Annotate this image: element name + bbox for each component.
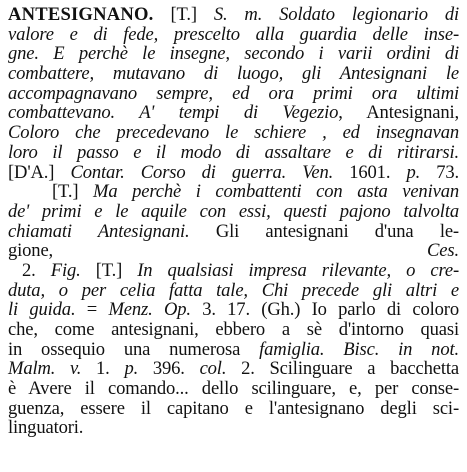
entry-text: S. m. Soldato legionario di [213, 4, 459, 25]
entry-text: In qualsiasi impresa rilevante, o cre- [137, 259, 459, 281]
entry-line [8, 281, 459, 301]
entry-line [8, 379, 459, 399]
entry-text: 2. [22, 259, 51, 281]
entry-text: che, come antesignani, ebbero a sè d'intorno quasi [8, 319, 459, 340]
entry-line [8, 359, 459, 379]
entry-line [8, 5, 459, 25]
entry-line [8, 418, 459, 438]
entry-text: 1601. [333, 161, 407, 183]
headword: ANTESIGNANO. [8, 4, 154, 25]
entry-text: [D'A.] [8, 161, 71, 183]
entry-text: 396. [138, 358, 200, 380]
entry-text: col. [199, 358, 227, 380]
entry-text: 2. Scilinguare a bacchetta [226, 358, 459, 380]
entry-text: [T.] [52, 181, 94, 203]
entry-text: Contar. Corso di guerra. Ven. [70, 161, 334, 183]
entry-text: in ossequio una numerosa [8, 338, 260, 360]
entry-text: è Avere il comando... dello scilinguare, e, per conse- [8, 378, 459, 400]
entry-line [8, 182, 459, 202]
entry-text: Ma perchè i combattenti con asta venivan [93, 181, 459, 203]
entry-text: Vegezio [282, 102, 339, 124]
entry-text: combattere, mutavano di luogo, gli Antesignani le [8, 63, 459, 85]
entry-text: de' primi e le aquile con essi, questi pajono talvolta [8, 200, 459, 222]
entry-line [8, 340, 459, 360]
entry-text: Fig. [50, 259, 81, 281]
entry-text: chiamati Antesignani. [8, 220, 190, 242]
entry-text: guenza, essere il capitano e l'antesignano degli sci- [8, 397, 459, 419]
entry-text: Ces. [427, 240, 459, 262]
entry-text: famiglia. Bisc. in not. [259, 338, 459, 360]
entry-text: 1. [81, 358, 125, 380]
entry-text: , Antesignani, [338, 102, 459, 124]
entry-line [8, 300, 459, 320]
entry-line [8, 222, 459, 242]
entry-text: li guida. [8, 299, 76, 321]
entry-text: 3. 17. (Gh.) Io parlo di coloro [190, 299, 459, 321]
entry-line [8, 320, 459, 340]
entry-text: p. [124, 358, 139, 380]
entry-line [8, 163, 459, 183]
entry-text: gne. E perchè le insegne, secondo i varii ordini di [8, 43, 459, 65]
entry-line [8, 84, 459, 104]
entry-line [8, 103, 459, 123]
entry-line [8, 25, 459, 45]
entry-text: [T.] [153, 4, 214, 25]
entry-line [8, 202, 459, 222]
entry-text: Coloro che precedevano le schiere , ed insegnavan [8, 122, 459, 144]
entry-text: Menz. Op. [108, 299, 191, 321]
entry-text: linguatori. [8, 417, 84, 439]
entry-line [8, 143, 459, 163]
entry-text: combattevano. A' tempi di [8, 102, 283, 124]
entry-line [8, 123, 459, 143]
entry-text: gione, [8, 240, 428, 262]
entry-text: Malm. v. [8, 358, 82, 380]
entry-text: = [75, 299, 109, 321]
entry-text: 73. [420, 161, 459, 183]
entry-text: valore e di fede, prescelto alla guardia delle inse- [8, 23, 459, 45]
entry-text: [T.] [80, 259, 138, 281]
entry-line [8, 64, 459, 84]
entry-line [8, 44, 459, 64]
entry-line [8, 399, 459, 419]
entry-line [8, 261, 459, 281]
entry-text: p. [406, 161, 421, 183]
entry-text: loro il passo e il modo di assaltare e di ritirarsi. [8, 141, 459, 163]
dictionary-entry [8, 5, 459, 438]
entry-line [8, 241, 459, 261]
entry-text: Gli antesignani d'una le- [189, 220, 459, 242]
entry-text: duta, o per celia fatta tale, Chi precede gli altri e [8, 279, 459, 301]
entry-text: accompagnavano sempre, ed ora primi ora ultimi [8, 82, 459, 104]
